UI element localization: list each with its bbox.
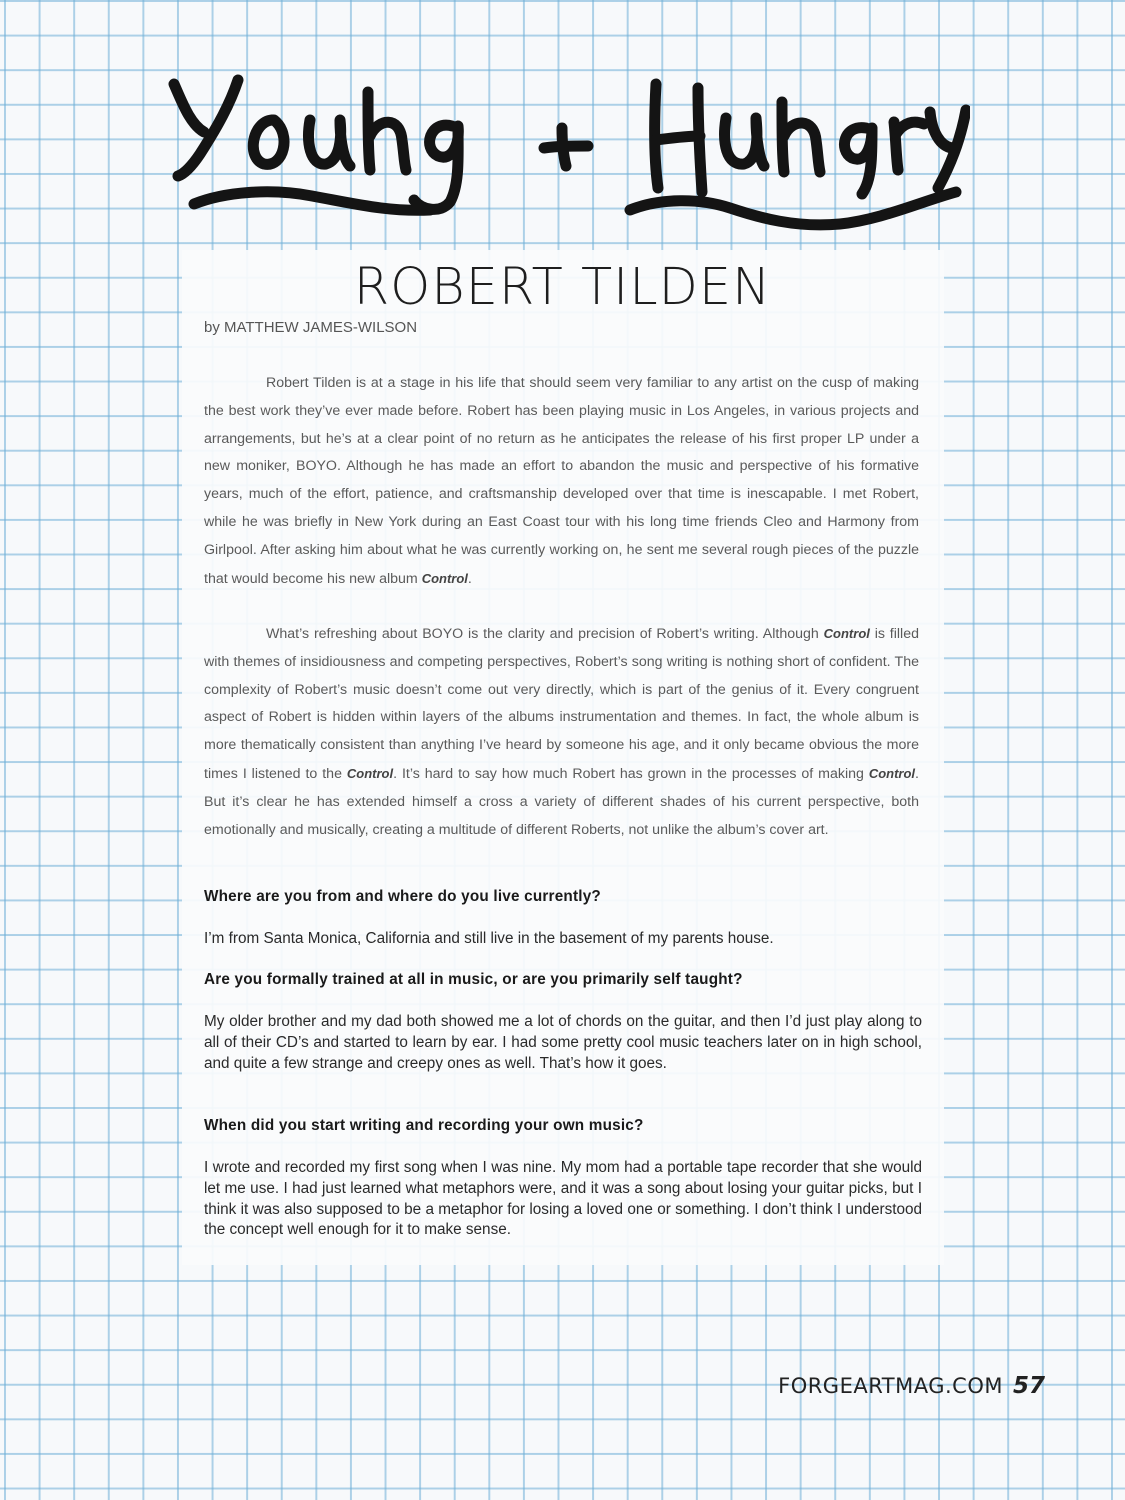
page-footer	[778, 1373, 1045, 1399]
intro-text: . But it’s clear he has extended himself a cross a variety of different shades of his current perspective, both emotionally and musically, creating a multitude of different Roberts, not unlike the album’s cover art.	[204, 765, 919, 838]
interview-question: Where are you from and where do you live currently?	[204, 888, 601, 905]
interview-answer: I wrote and recorded my first song when I was nine. My mom had a portable tape recorder that she would let me use. I had just learned what metaphors were, and it was a song about losing your guitar picks, but I think it was also supposed to be a metaphor for losing a loved one or something. I don’t think I understood the concept well enough for it to make sense.	[204, 1159, 922, 1239]
page-number: 57	[1012, 1373, 1045, 1399]
intro-text: What’s refreshing about BOYO is the clarity and precision of Robert’s writing. Although	[266, 626, 819, 642]
intro-text: is filled with themes of insidiousness and competing perspectives, Robert’s song writing is nothing short of confident. The complexity of Robert’s music doesn’t come out very directly, which is part of the genius of it. Every congruent aspect of Robert is hidden within layers of the albums instrumentation and themes. In fact, the whole album is more thematically consistent than anything I’ve heard by someone his age, and it only became obvious the more times I listened to the	[204, 626, 919, 782]
intro-text: Robert Tilden is at a stage in his life that should seem very familiar to any artist on the cusp of making the best work they’ve ever made before. Robert has been playing music in Los Angeles, in various projects and arrangements, but he’s at a clear point of no return as he anticipates the release of his first proper LP under a new moniker, BOYO. Although he has made an effort to abandon the music and perspective of his formative years, much of the effort, patience, and craftsmanship developed over that time is inescapable. I met Robert, while he was briefly in New York during an East Coast tour with his long time friends Cleo and Harmony from Girlpool. After asking him about what he was currently working on, he sent me several rough pieces of the puzzle that would become his new album	[204, 375, 919, 587]
intro-text: . It’s hard to say how much Robert has grown in the processes of making	[393, 765, 864, 782]
album-title: Control	[823, 626, 870, 641]
intro-text: .	[467, 570, 472, 587]
interview-question: Are you formally trained at all in music, or are you primarily self taught?	[204, 971, 743, 988]
interview-question: When did you start writing and recording your own music?	[204, 1117, 644, 1134]
intro-paragraph-1	[204, 370, 919, 593]
album-title: Control	[421, 570, 468, 586]
interview-answer: My older brother and my dad both showed me a lot of chords on the guitar, and then I’d just play along to all of their CD’s and started to learn by ear. I had some pretty cool music teachers later on in high school, and quite a few strange and creepy ones as well. That’s how it goes.	[204, 1013, 922, 1072]
album-title: Control	[868, 765, 916, 781]
handwritten-title-art	[160, 62, 970, 252]
headline: ROBERT TILDEN	[353, 258, 772, 317]
interview-answer: I’m from Santa Monica, California and still live in the basement of my parents house.	[204, 930, 774, 947]
intro-paragraph-2	[204, 620, 919, 844]
footer-site[interactable]: FORGEARTMAG.COM	[778, 1374, 1003, 1398]
album-title: Control	[346, 765, 394, 781]
byline: by MATTHEW JAMES-WILSON	[204, 319, 418, 336]
